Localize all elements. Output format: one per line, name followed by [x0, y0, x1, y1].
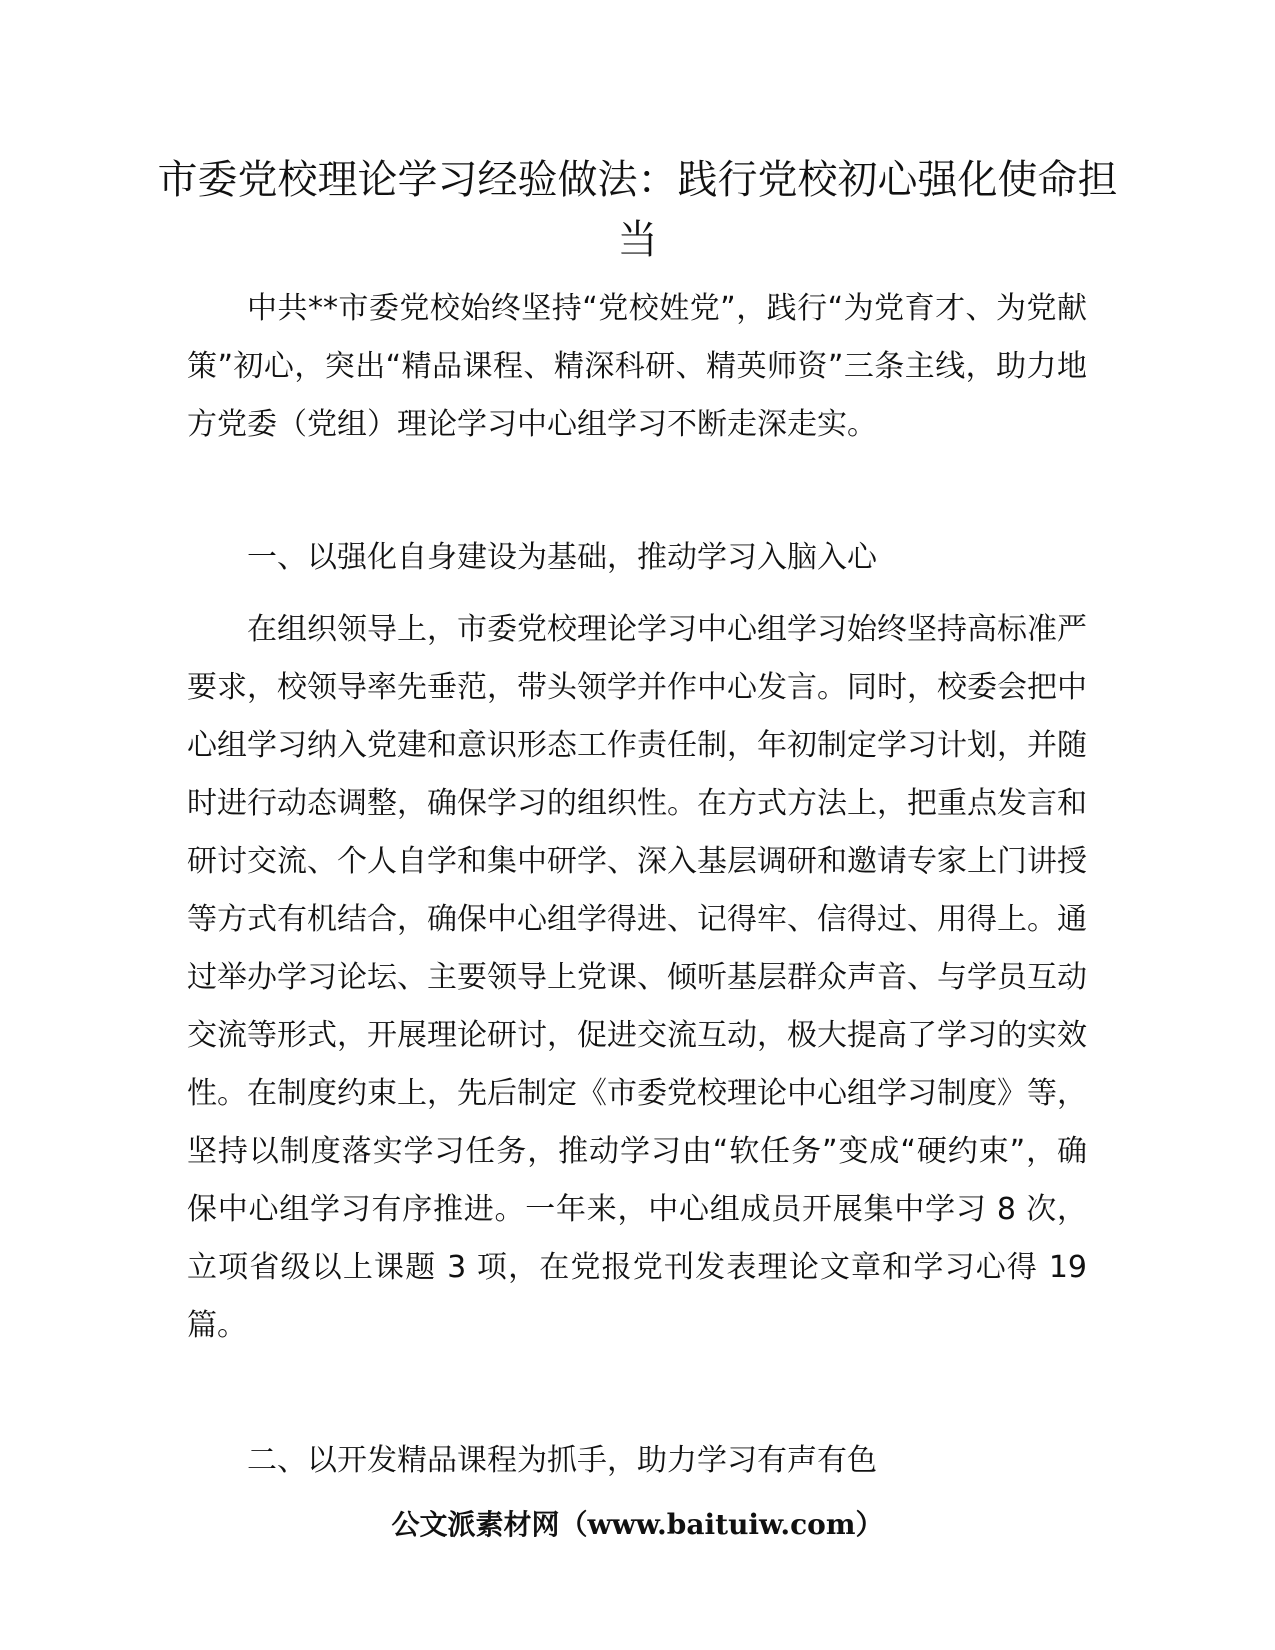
section-heading-2: 二、以开发精品课程为抓手，助力学习有声有色: [247, 1443, 877, 1478]
section-heading-1: 一、以强化自身建设为基础，推动学习入脑入心: [247, 540, 877, 575]
footer-watermark: 公文派素材网（www.baituiw.com）: [391, 1508, 884, 1541]
intro-paragraph: 中共**市委党校始终坚持“党校姓党”，践行“为党育才、为党献策”初心，突出“精品课程、精深科研、精英师资”三条主线，助力地方党委（党组）理论学习中心组学习不断走深走实。: [187, 291, 1087, 442]
section-1-paragraph: 在组织领导上，市委党校理论学习中心组学习始终坚持高标准严要求，校领导率先垂范，带头领学并作中心发言。同时，校委会把中心组学习纳入党建和意识形态工作责任制，年初制定学习计划，并随时进行动态调整，确保学习的组织性。在方式方法上，把重点发言和研讨交流、个人自学和集中研学、深入基层调研和邀请专家上门讲授等方式有机结合，确保中心组学得进、记得牢、信得过、用得上。通过举办学习论坛、主要领导上党课、倾听基层群众声音、与学员互动交流等形式，开展理论研讨，促进交流互动，极大提高了学习的实效性。在制度约束上，先后制定《市委党校理论中心组学习制度》等，坚持以制度落实学习任务，推动学习由“软任务”变成“硬约束”，确保中心组学习有序推进。一年来，中心组成员开展集中学习 8 次，立项省级以上课题 3 项，在党报党刊发表理论文章和学习心得 19 篇。: [187, 612, 1087, 1343]
document-title: 市委党校理论学习经验做法：践行党校初心强化使命担当: [157, 157, 1118, 263]
